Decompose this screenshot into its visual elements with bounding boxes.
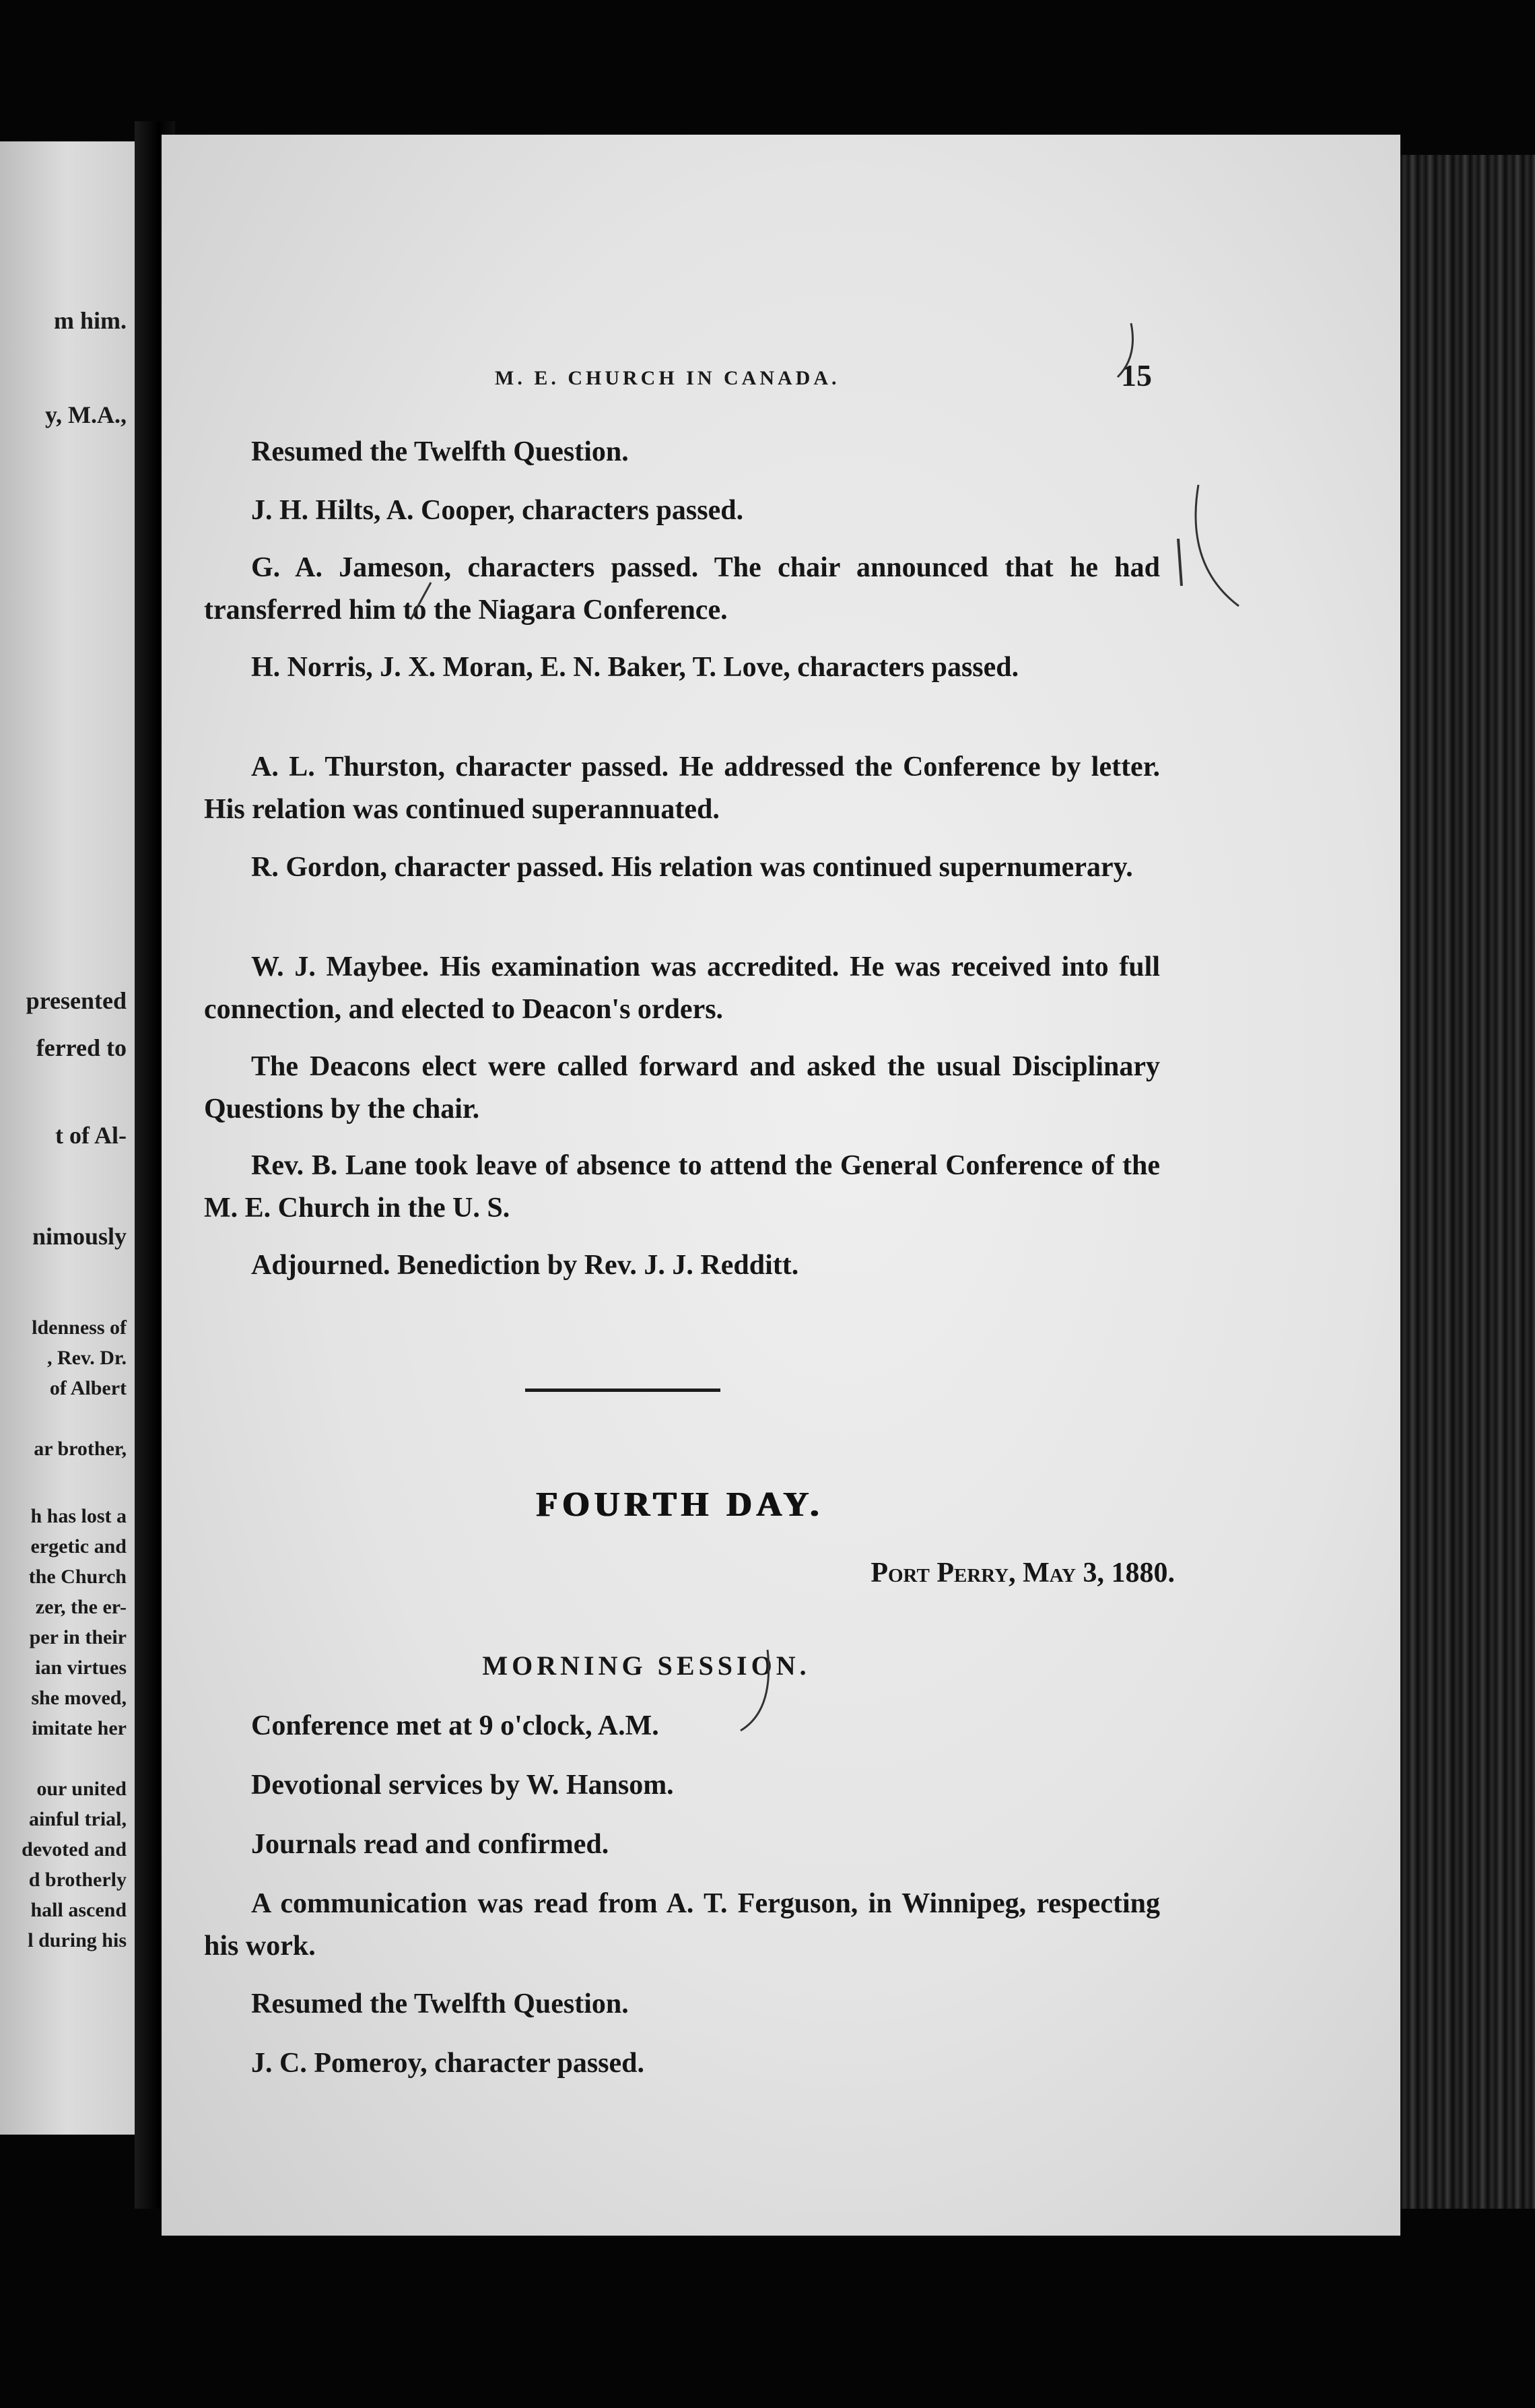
left-page-line: ainful trial, bbox=[28, 1808, 127, 1830]
paragraph: A. L. Thurston, character passed. He addressed the Conference by letter. His relation was continued superannuated. bbox=[204, 751, 1160, 825]
paragraph: Journals read and confirmed. bbox=[251, 1829, 609, 1860]
running-title: M. E. CHURCH IN CANADA. bbox=[495, 367, 840, 389]
left-page-line: our united bbox=[36, 1778, 127, 1800]
left-page-line: ar brother, bbox=[34, 1438, 127, 1460]
left-page-line: nimously bbox=[32, 1223, 127, 1250]
left-page-line: , Rev. Dr. bbox=[46, 1347, 127, 1369]
paragraph: G. A. Jameson, characters passed. The chair announced that he had transferred him to the Niagara Conference. bbox=[204, 552, 1160, 626]
book-edge bbox=[1400, 155, 1535, 2209]
left-page-line: h has lost a bbox=[30, 1505, 127, 1527]
left-page-line: l during his bbox=[28, 1929, 127, 1951]
left-facing-page bbox=[0, 141, 135, 2135]
left-page-line: y, M.A., bbox=[45, 401, 127, 428]
left-page-line: ferred to bbox=[36, 1034, 127, 1061]
left-page-line: she moved, bbox=[31, 1687, 127, 1709]
paragraph: R. Gordon, character passed. His relation was continued supernumerary. bbox=[251, 852, 1133, 883]
left-page-line: hall ascend bbox=[30, 1899, 127, 1921]
paragraph: H. Norris, J. X. Moran, E. N. Baker, T. Love, characters passed. bbox=[251, 652, 1019, 683]
left-page-line: m him. bbox=[54, 307, 127, 334]
left-page-line: of Albert bbox=[49, 1377, 127, 1399]
paragraph: The Deacons elect were called forward and asked the usual Disciplinary Questions by the chair. bbox=[204, 1051, 1160, 1125]
paragraph: Conference met at 9 o'clock, A.M. bbox=[251, 1710, 659, 1741]
left-page-line: per in their bbox=[29, 1626, 127, 1648]
place-date: Port Perry, May 3, 1880. bbox=[871, 1558, 1175, 1588]
pencil-marks bbox=[162, 135, 1400, 2236]
left-page-line: the Church bbox=[28, 1566, 127, 1588]
left-page-line: t of Al- bbox=[55, 1122, 127, 1149]
paragraph: J. H. Hilts, A. Cooper, characters passed. bbox=[251, 495, 744, 526]
left-page-line: zer, the er- bbox=[35, 1596, 127, 1618]
paragraph: Resumed the Twelfth Question. bbox=[251, 436, 629, 467]
left-page-line: devoted and bbox=[22, 1838, 127, 1861]
paragraph: Devotional services by W. Hansom. bbox=[251, 1770, 674, 1801]
day-heading: FOURTH DAY. bbox=[536, 1485, 824, 1524]
left-page-line: ldenness of bbox=[32, 1316, 127, 1339]
left-page-line: ian virtues bbox=[35, 1657, 127, 1679]
left-page-line: presented bbox=[26, 987, 127, 1014]
session-heading: MORNING SESSION. bbox=[482, 1650, 811, 1681]
paragraph: Rev. B. Lane took leave of absence to attend the General Conference of the M. E. Church in the U. S. bbox=[204, 1150, 1160, 1224]
left-page-line: ergetic and bbox=[30, 1535, 127, 1558]
paragraph: A communication was read from A. T. Ferguson, in Winnipeg, respecting his work. bbox=[204, 1888, 1160, 1962]
left-page-line: d brotherly bbox=[28, 1869, 127, 1891]
paragraph: Resumed the Twelfth Question. bbox=[251, 1988, 629, 2019]
left-page-line: imitate her bbox=[32, 1717, 127, 1739]
page-number: 15 bbox=[1121, 358, 1152, 393]
paragraph: Adjourned. Benediction by Rev. J. J. Redditt. bbox=[251, 1250, 799, 1281]
book-page bbox=[162, 135, 1400, 2236]
paragraph: J. C. Pomeroy, character passed. bbox=[251, 2048, 645, 2079]
paragraph: W. J. Maybee. His examination was accredited. He was received into full connection, and elected to Deacon's orders. bbox=[204, 951, 1160, 1025]
